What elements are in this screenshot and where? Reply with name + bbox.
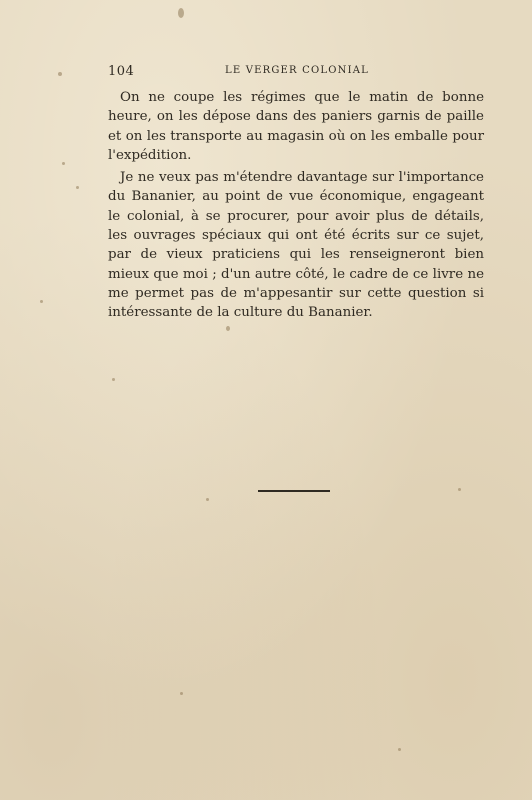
paper-stain [398, 748, 401, 751]
paper-stain [58, 72, 62, 76]
paper-stain [458, 488, 461, 491]
section-end-rule [258, 490, 330, 492]
paper-stain [40, 300, 43, 303]
body-text [108, 88, 484, 326]
paper-stain [62, 162, 65, 165]
paper-stain [112, 378, 115, 381]
running-title: LE VERGER COLONIAL [224, 65, 370, 76]
page-number: 104 [108, 64, 135, 79]
paper-stain [226, 326, 230, 331]
paper-stain [206, 498, 209, 501]
paper-stain [76, 186, 79, 189]
paragraph: Je ne veux pas m'étendre davantage sur l'importance du Bananier, au point de vue économique, engageant le colonial, à se procurer, pour avoir plus de détails, les ouvrages spéciaux qui ont été écrits sur ce sujet, par de vieux praticiens qui les renseigneront bien mieux que moi ; d'un autre côté, le cadre de ce livre ne me permet pas de m'appesantir sur cette question si intéressante de la culture du Bananier. [108, 170, 484, 321]
paper-stain [178, 8, 184, 18]
paragraph: On ne coupe les régimes que le matin de bonne heure, on les dépose dans des paniers garnis de paille et on les transporte au magasin où on les emballe pour l'expédition. [108, 90, 484, 163]
paper-stain [180, 692, 183, 695]
page-header [108, 64, 486, 80]
